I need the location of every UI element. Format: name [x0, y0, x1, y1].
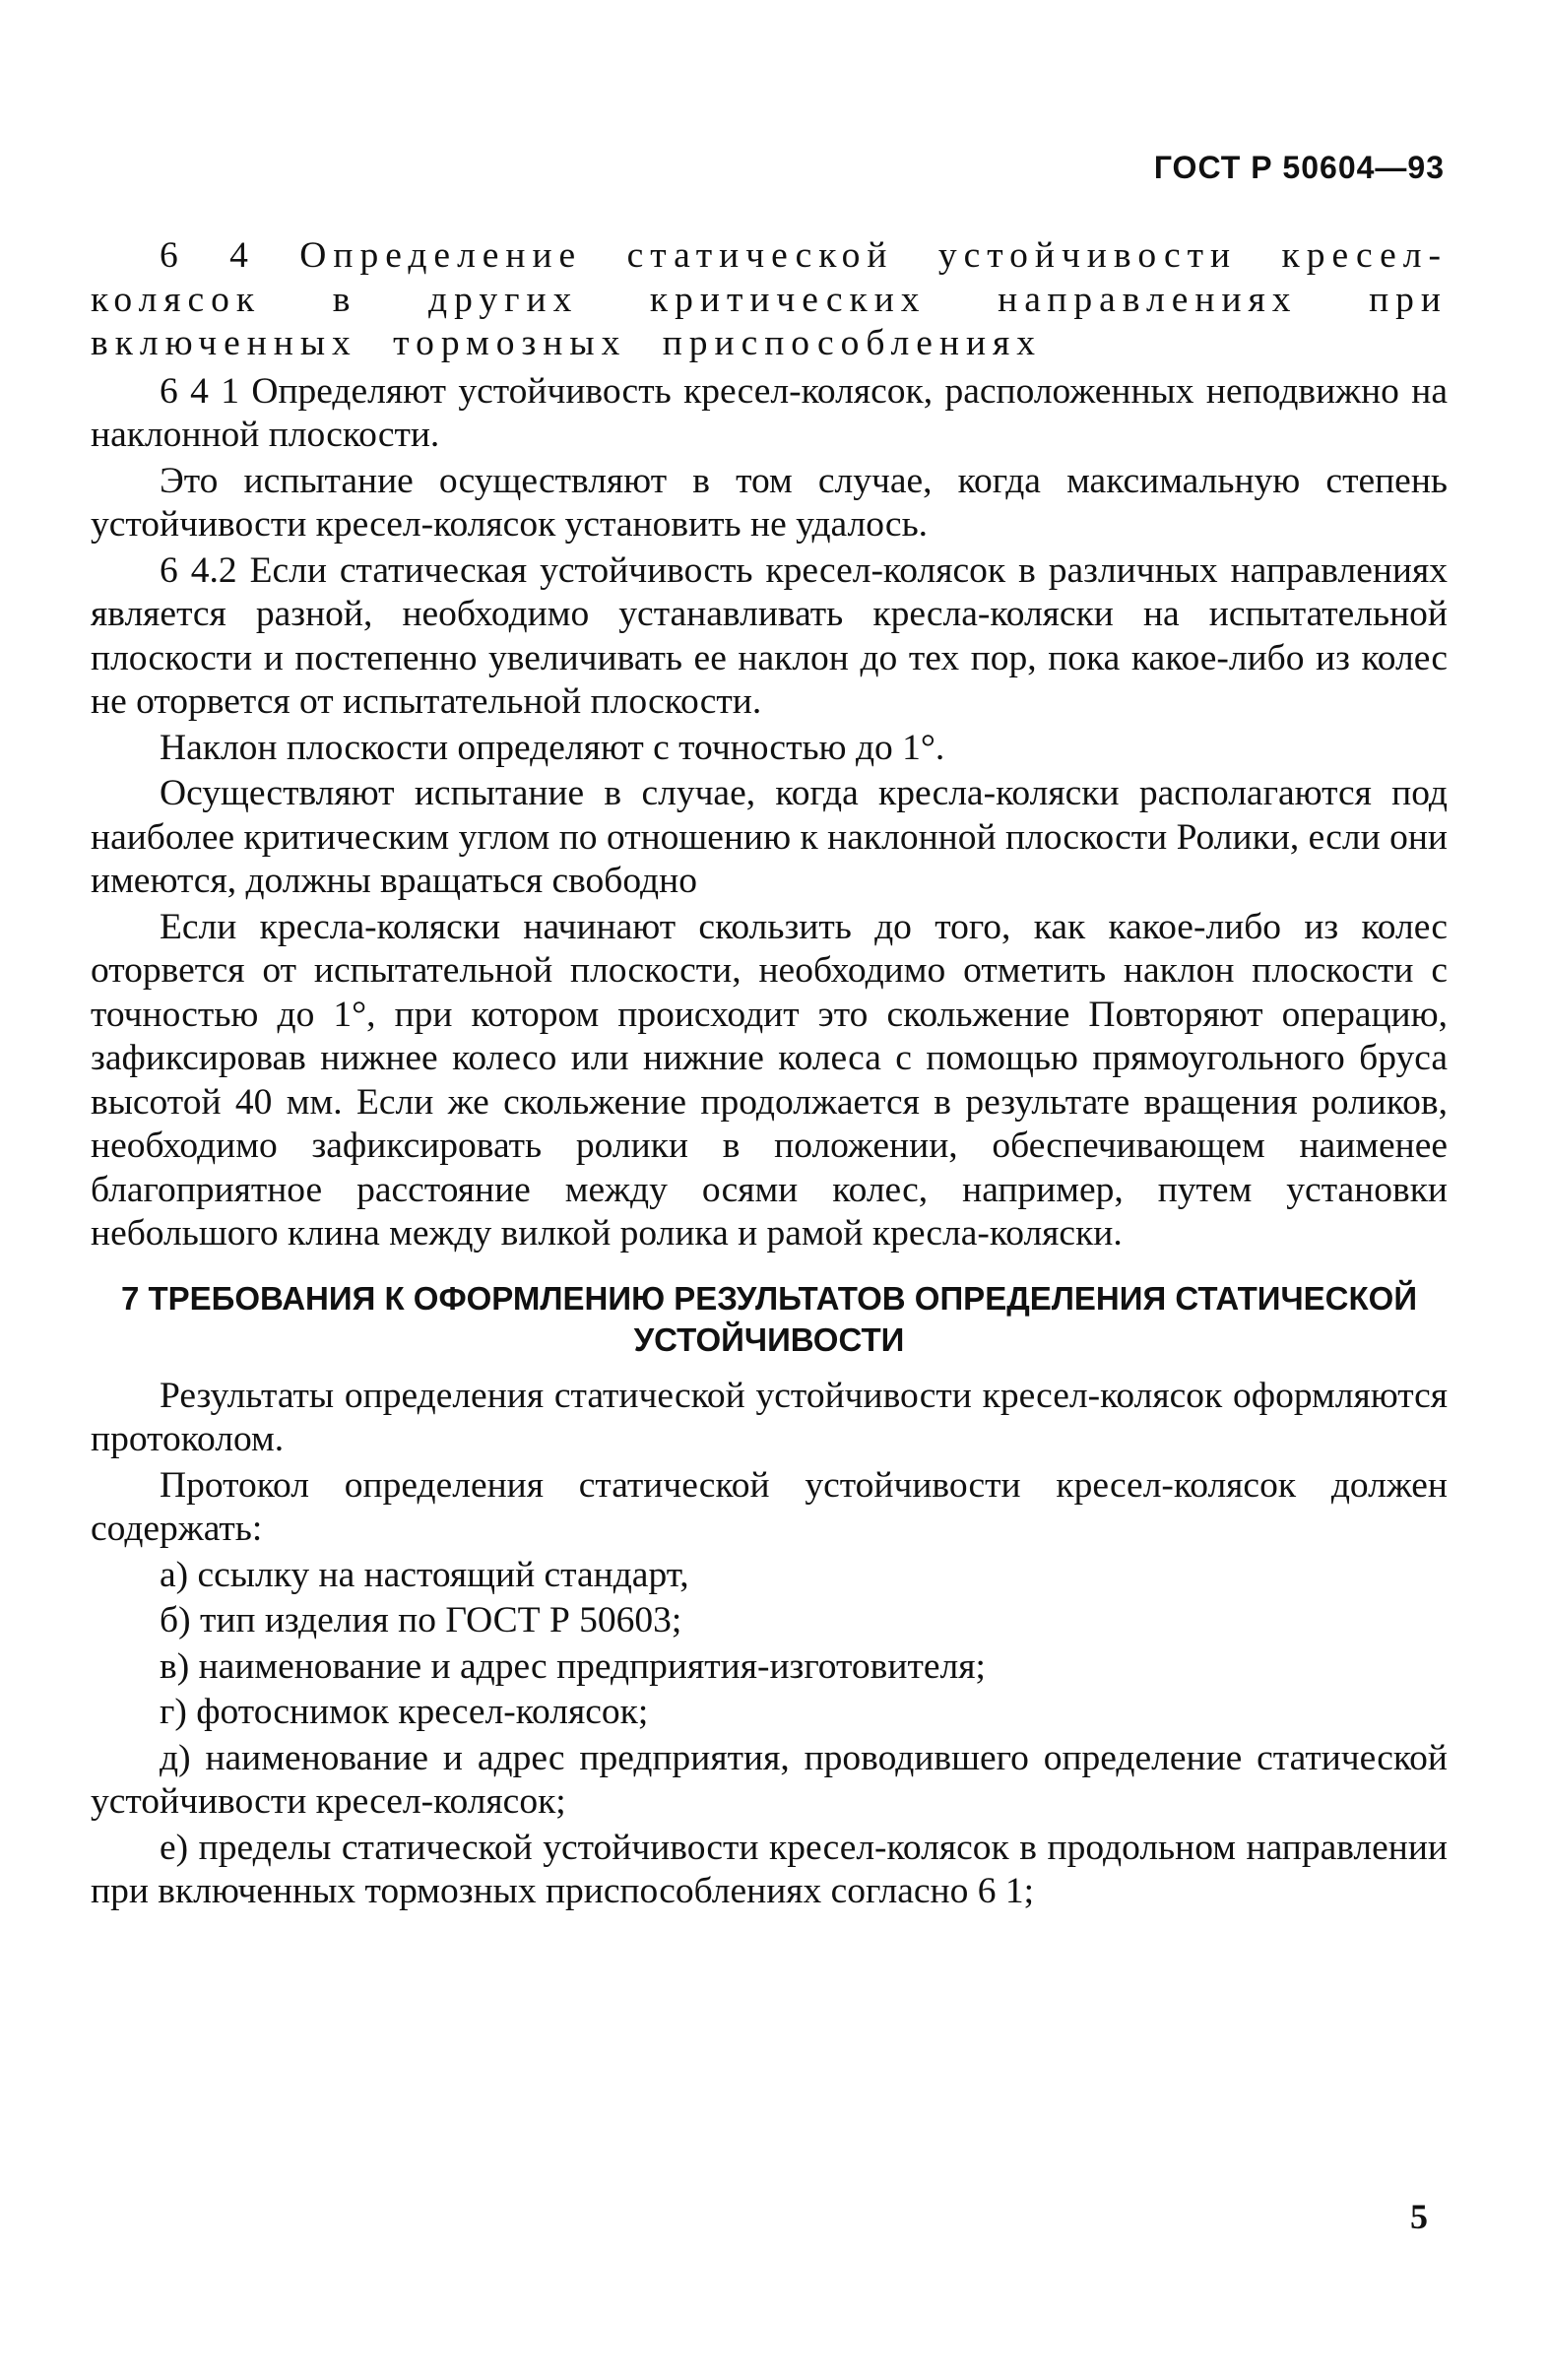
protocol-list-item: д) наименование и адрес предприятия, проводившего определение статической устойчивости кресел-колясок;: [91, 1737, 1448, 1822]
protocol-contents-paragraph: Протокол определения статической устойчивости кресел-колясок должен содержать:: [91, 1464, 1448, 1549]
protocol-list-item: б) тип изделия по ГОСТ Р 50603;: [160, 1600, 682, 1640]
protocol-list-item: е) пределы статической устойчивости кресел-колясок в продольном направлении при включенных тормозных приспособлениях согласно 6 1;: [91, 1827, 1448, 1911]
sliding-procedure-paragraph: Если кресла-коляски начинают скользить до того, как какое-либо из колес оторвется от испытательной плоскости, необходимо отметить наклон плоскости с точностью до 1°, при котором происходит это скольжение Повторяют операцию, зафиксировав нижнее колесо или нижние колеса с помощью прямоугольного бруса высотой 40 мм. Если же скольжение продолжается в результате вращения роликов, необходимо зафиксировать ролики в положении, обеспечивающем наименее благоприятное расстояние между осями колес, например, путем установки небольшого клина между вилкой ролика и рамой кресла-коляски.: [91, 906, 1448, 1254]
page-number: 5: [1410, 2197, 1428, 2236]
accuracy-paragraph: Наклон плоскости определяют с точностью до 1°.: [160, 727, 945, 768]
section-7-heading: 7 ТРЕБОВАНИЯ К ОФОРМЛЕНИЮ РЕЗУЛЬТАТОВ ОПРЕДЕЛЕНИЯ СТАТИЧЕСКОЙ УСТОЙЧИВОСТИ: [120, 1279, 1418, 1358]
standard-reference-header: ГОСТ Р 50604—93: [1153, 150, 1445, 185]
clause-6-4-1-note-paragraph: Это испытание осуществляют в том случае, когда максимальную степень устойчивости кресел-колясок установить не удалось.: [91, 460, 1448, 545]
clause-6-4-title: 6 4 Определение статической устойчивости кресел-колясок в других критических направлениях при включенных тормозных приспособлениях: [91, 235, 1448, 363]
clause-6-4-1-paragraph: 6 4 1 Определяют устойчивость кресел-колясок, расположенных неподвижно на наклонной плоскости.: [91, 370, 1448, 455]
protocol-list-item: а) ссылку на настоящий стандарт,: [160, 1554, 689, 1595]
test-position-paragraph: Осуществляют испытание в случае, когда кресла-коляски располагаются под наиболее критическим углом по отношению к наклонной плоскости Ролики, если они имеются, должны вращаться свободно: [91, 773, 1448, 901]
protocol-list-item: г) фотоснимок кресел-колясок;: [160, 1692, 649, 1732]
clause-6-4-2-paragraph: 6 4.2 Если статическая устойчивость кресел-колясок в различных направлениях является разной, необходимо устанавливать кресла-коляски на испытательной плоскости и постепенно увеличивать ее наклон до тех пор, пока какое-либо из колес не оторвется от испытательной плоскости.: [91, 549, 1448, 722]
results-paragraph: Результаты определения статической устойчивости кресел-колясок оформляются протоколом.: [91, 1375, 1448, 1459]
page-body: [91, 234, 1448, 1916]
protocol-list-item: в) наименование и адрес предприятия-изготовителя;: [160, 1645, 986, 1687]
